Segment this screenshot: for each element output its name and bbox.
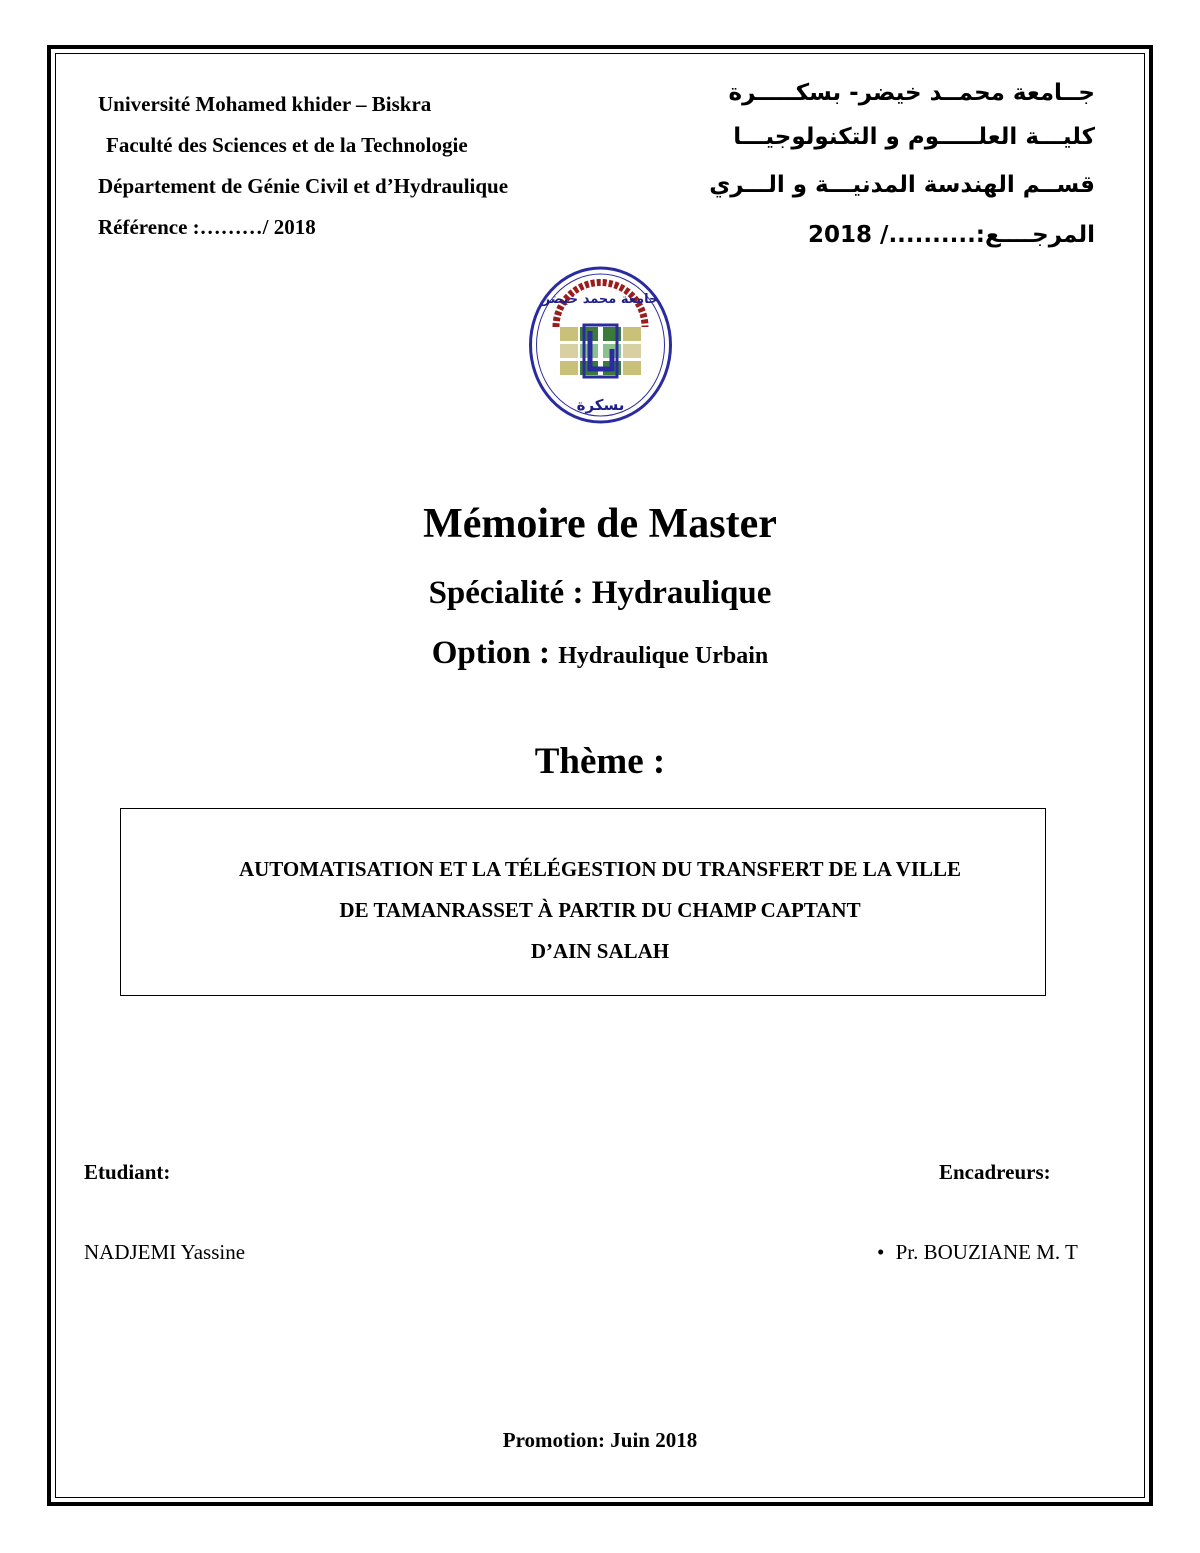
department-name-fr: Département de Génie Civil et d’Hydraulique <box>98 174 509 198</box>
speciality-label: Spécialité : <box>428 575 584 611</box>
reference-fr: Référence :………/ 2018 <box>98 215 316 239</box>
faculty-name-ar: كليـــة العلـــــوم و التكنولوجيـــا <box>733 124 1095 150</box>
university-name-ar: جــامعة محمــد خيضر- بسكـــــرة <box>728 80 1095 106</box>
student-name: NADJEMI Yassine <box>84 1240 246 1264</box>
theme-label: Thème : <box>534 741 666 782</box>
university-name-fr: Université Mohamed khider – Biskra <box>98 92 432 116</box>
bullet-icon: • <box>877 1240 885 1264</box>
logo-text-top: جامعة محمد خيضر <box>542 292 659 307</box>
promotion: Promotion: Juin 2018 <box>502 1428 698 1452</box>
university-seal-logo <box>528 265 673 425</box>
option-value: Hydraulique Urbain <box>558 643 769 669</box>
theme-line-2: DE TAMANRASSET À PARTIR DU CHAMP CAPTANT <box>339 898 861 922</box>
speciality-line <box>0 575 1200 612</box>
reference-ar: المرجــــع:........../ 2018 <box>808 222 1095 248</box>
supervisors-label: Encadreurs: <box>939 1160 1051 1184</box>
faculty-name-fr: Faculté des Sciences et de la Technologie <box>106 133 468 157</box>
theme-line-1: AUTOMATISATION ET LA TÉLÉGESTION DU TRANSFERT DE LA VILLE <box>238 857 962 881</box>
option-label: Option : <box>431 635 550 671</box>
supervisor-name: Pr. BOUZIANE M. T <box>895 1240 1078 1264</box>
logo-text-bottom: بسكرة <box>576 396 625 414</box>
supervisor-item <box>877 1240 1078 1265</box>
student-label: Etudiant: <box>84 1160 171 1184</box>
option-line <box>0 635 1200 672</box>
theme-line-3: D’AIN SALAH <box>530 939 670 963</box>
document-title: Mémoire de Master <box>423 501 777 547</box>
speciality-value: Hydraulique <box>591 575 772 611</box>
department-name-ar: قســم الهندسة المدنيـــة و الـــري <box>709 172 1095 198</box>
